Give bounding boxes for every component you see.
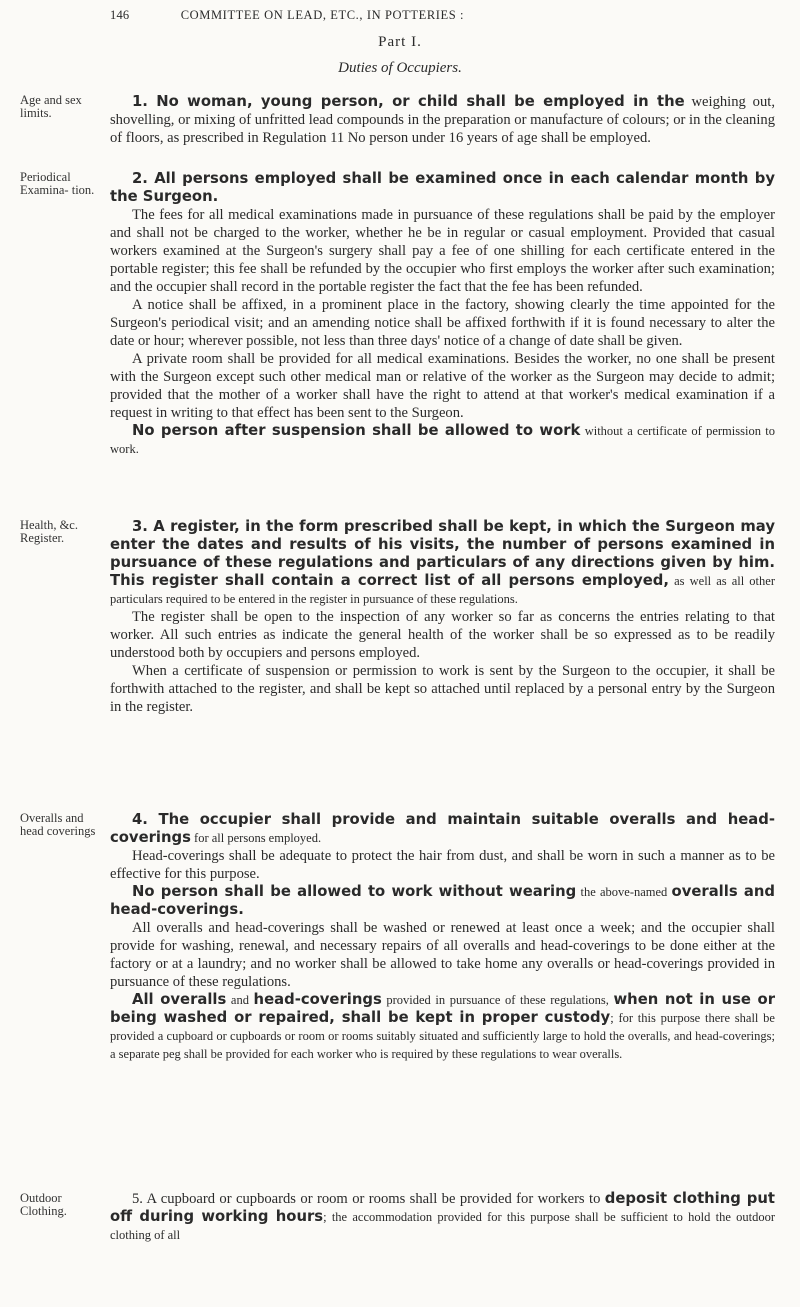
bold-text: All overalls xyxy=(132,991,227,1008)
paragraph xyxy=(110,847,775,883)
body-text: without a certificate of permission to work. xyxy=(110,424,775,456)
body-text: ; the accommodation provided for this purpose shall be sufficient to hold the outdoor clothing of all xyxy=(110,1210,775,1242)
body-text: weighing out, shovelling, or mixing of unfritted lead compounds in the preparation or manufacture of colours; or in the cleaning of floors, as prescribed in Regulation 11 No person under 16 years of age shall be employed. xyxy=(110,94,775,146)
bold-text: 1. No woman, young person, or child shall be employed in the xyxy=(132,93,685,110)
bold-text: No person after suspension shall be allowed to work xyxy=(132,422,581,439)
paragraph xyxy=(110,170,775,206)
paragraph xyxy=(110,422,775,458)
regulation-1 xyxy=(110,93,775,147)
paragraph xyxy=(110,206,775,296)
running-title: COMMITTEE ON LEAD, ETC., IN POTTERIES : xyxy=(180,8,465,22)
body-text: ; for this purpose there shall be provided a cupboard or cupboards or room or rooms suitably situated and sufficiently large to hold the overalls, and head-coverings; a separate peg shall be provided for each worker who is required by these regulations to wear overalls. xyxy=(110,1011,775,1061)
body-text: A private room shall be provided for all medical examinations. Besides the worker, no one shall be present with the Surgeon except such other medical man or relative of the worker as the Surgeon may decide to admit; provided that the mother of a worker shall have the right to attend at that worker's medical examination if a request in writing to that effect has been sent to the Surgeon. xyxy=(110,351,775,421)
regulation-3 xyxy=(110,518,775,716)
paragraph xyxy=(110,608,775,662)
margin-note-overalls: Overalls and head coverings xyxy=(20,811,96,838)
paragraph xyxy=(110,518,775,608)
body-text: The register shall be open to the inspection of any worker so far as concerns the entries relating to that worker. All such entries as indicate the general health of the worker shall be so expressed as to be readily understood both by occupiers and persons employed. xyxy=(110,609,775,661)
paragraph xyxy=(110,1190,775,1244)
part-title: Part I. xyxy=(378,34,422,50)
paragraph xyxy=(110,991,775,1063)
paragraph xyxy=(110,811,775,847)
margin-note-age: Age and sex limits. xyxy=(20,93,82,120)
regulation-4 xyxy=(110,811,775,1063)
body-text: Head-coverings shall be adequate to protect the hair from dust, and shall be worn in such a manner as to be effective for this purpose. xyxy=(110,848,775,882)
body-text: All overalls and head-coverings shall be washed or renewed at least once a week; and the occupier shall provide for washing, renewal, and necessary repairs of all overalls and head-coverings to be done either at the factory or at a laundry; and no worker shall be allowed to take home any overalls or head-coverings provided in pursuance of these regulations. xyxy=(110,920,775,990)
regulation-5 xyxy=(110,1190,775,1244)
page-number: 146 xyxy=(110,8,130,22)
margin-note-examination: Periodical Examina- tion. xyxy=(20,170,95,197)
bold-text: overalls and head-coverings. xyxy=(110,883,775,918)
body-text: the above-named xyxy=(576,885,672,899)
section-subtitle: Duties of Occupiers. xyxy=(338,60,462,76)
running-header xyxy=(110,8,770,23)
paragraph xyxy=(110,296,775,350)
body-text: 5. A cupboard or cupboards or room or rooms shall be provided for workers to xyxy=(132,1191,605,1207)
bold-text: 3. A register, in the form prescribed shall be kept, in which the Surgeon may enter the dates and results of his visits, the number of persons examined in pursuance of these regulations and particulars of any directions given by him. This register shall contain a correct list of all persons employed, xyxy=(110,518,775,589)
paragraph xyxy=(110,662,775,716)
bold-text: 4. The occupier shall provide and maintain suitable overalls and head-coverings xyxy=(110,811,775,846)
bold-text: head-coverings xyxy=(253,991,382,1008)
body-text: When a certificate of suspension or permission to work is sent by the Surgeon to the occupier, it shall be forthwith attached to the register, and shall be kept so attached until replaced by a personal entry by the Surgeon in the register. xyxy=(110,663,775,715)
margin-note-register: Health, &c. Register. xyxy=(20,518,78,545)
paragraph xyxy=(110,350,775,422)
body-text: A notice shall be affixed, in a prominent place in the factory, showing clearly the time appointed for the Surgeon's periodical visit; and an amending notice shall be affixed forthwith if it is found necessary to alter the date or hour; wherever possible, not less than three days' notice of a change of date shall be given. xyxy=(110,297,775,349)
paragraph xyxy=(110,93,775,147)
body-text: provided in pursuance of these regulations, xyxy=(381,993,614,1007)
body-text: The fees for all medical examinations made in pursuance of these regulations shall be paid by the employer and shall not be charged to the worker, whether he be in regular or casual employment. Provided that casual workers examined at the Surgeon's surgery shall pay a fee of one shilling for each certificate entered in the portable register; this fee shall be refunded by the occupier who first employs the worker after such examination; and the occupier shall record in the portable register the fact that the fee has been refunded. xyxy=(110,207,775,295)
body-text: for all persons employed. xyxy=(190,831,322,845)
bold-text: deposit clothing put off during working hours xyxy=(110,1190,775,1225)
bold-text: No person shall be allowed to work without wearing xyxy=(132,883,577,900)
bold-text: when not in use or being washed or repaired, shall be kept in proper custody xyxy=(110,991,775,1026)
paragraph xyxy=(110,919,775,991)
body-text: and xyxy=(226,993,254,1007)
bold-text: 2. All persons employed shall be examined once in each calendar month by the Surgeon. xyxy=(110,170,775,205)
regulation-2 xyxy=(110,170,775,458)
body-text: as well as all other particulars required to be entered in the register in pursuance of these regulations. xyxy=(110,574,775,606)
paragraph xyxy=(110,883,775,919)
margin-note-outdoor: Outdoor Clothing. xyxy=(20,1191,67,1218)
